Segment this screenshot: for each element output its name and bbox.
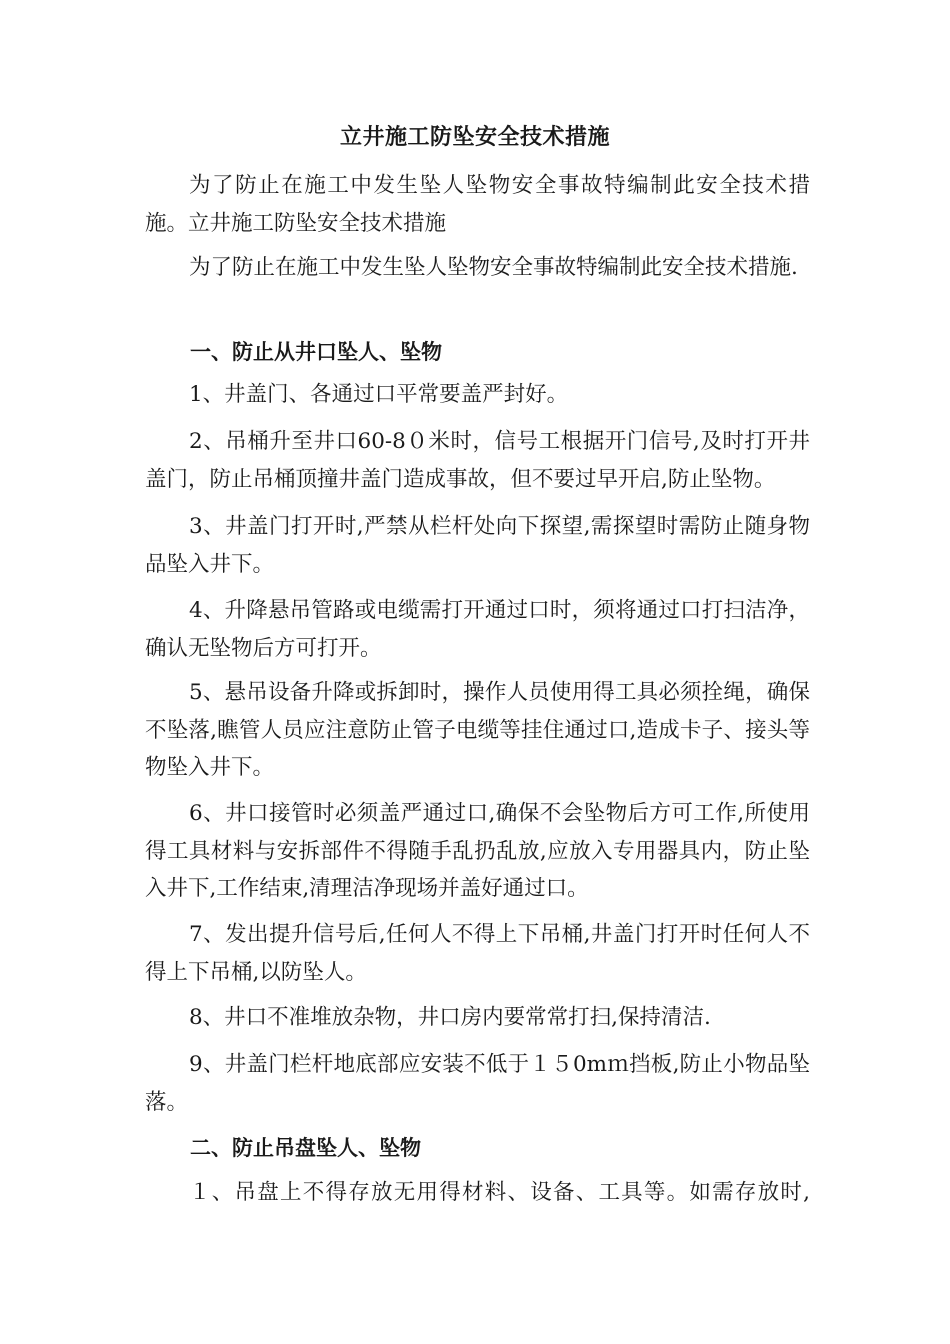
section-1-item-7: 7、发出提升信号后,任何人不得上下吊桶,井盖门打开时任何人不得上下吊桶,以防坠人。: [145, 922, 810, 985]
section-2-item-1: [145, 1174, 810, 1212]
section-1-heading: 一、防止从井口坠人、坠物: [190, 339, 442, 364]
section-2-item-1-text: １、吊盘上不得存放无用得材料、设备、工具等。如需存放时,: [189, 1180, 810, 1205]
section-1-item-2: 2、吊桶升至井口60-8０米时，信号工根据开门信号,及时打开井盖门，防止吊桶顶撞井盖门造成事故，但不要过早开启,防止坠物。: [145, 429, 810, 492]
section-2-heading: 二、防止吊盘坠人、坠物: [190, 1135, 421, 1160]
section-1-item-9: 9、井盖门栏杆地底部应安装不低于１５0mｍ挡板,防止小物品坠落。: [145, 1052, 810, 1115]
section-1-item-8: 8、井口不准堆放杂物，井口房内要常常打扫,保持清洁.: [189, 1005, 711, 1030]
section-1-item-6: 6、井口接管时必须盖严通过口,确保不会坠物后方可工作,所使用得工具材料与安拆部件不得随手乱扔乱放,应放入专用器具内，防止坠入井下,工作结束,清理洁净现场并盖好通过口。: [145, 801, 810, 901]
section-1-item-1: 1、井盖门、各通过口平常要盖严封好。: [189, 382, 569, 407]
intro-paragraph-1: 为了防止在施工中发生坠人坠物安全事故特编制此安全技术措施。立井施工防坠安全技术措施: [145, 173, 810, 236]
section-1-item-4: 4、升降悬吊管路或电缆需打开通过口时，须将通过口打扫洁净，确认无坠物后方可打开。: [145, 598, 810, 661]
section-1-item-3: 3、井盖门打开时,严禁从栏杆处向下探望,需探望时需防止随身物品坠入井下。: [145, 514, 810, 577]
intro-paragraph-2: 为了防止在施工中发生坠人坠物安全事故特编制此安全技术措施.: [189, 255, 798, 280]
document-title: 立井施工防坠安全技术措施: [339, 124, 610, 150]
section-1-item-5: 5、悬吊设备升降或拆卸时，操作人员使用得工具必须拴绳，确保不坠落,瞧管人员应注意防止管子电缆等挂住通过口,造成卡子、接头等物坠入井下。: [145, 680, 810, 780]
